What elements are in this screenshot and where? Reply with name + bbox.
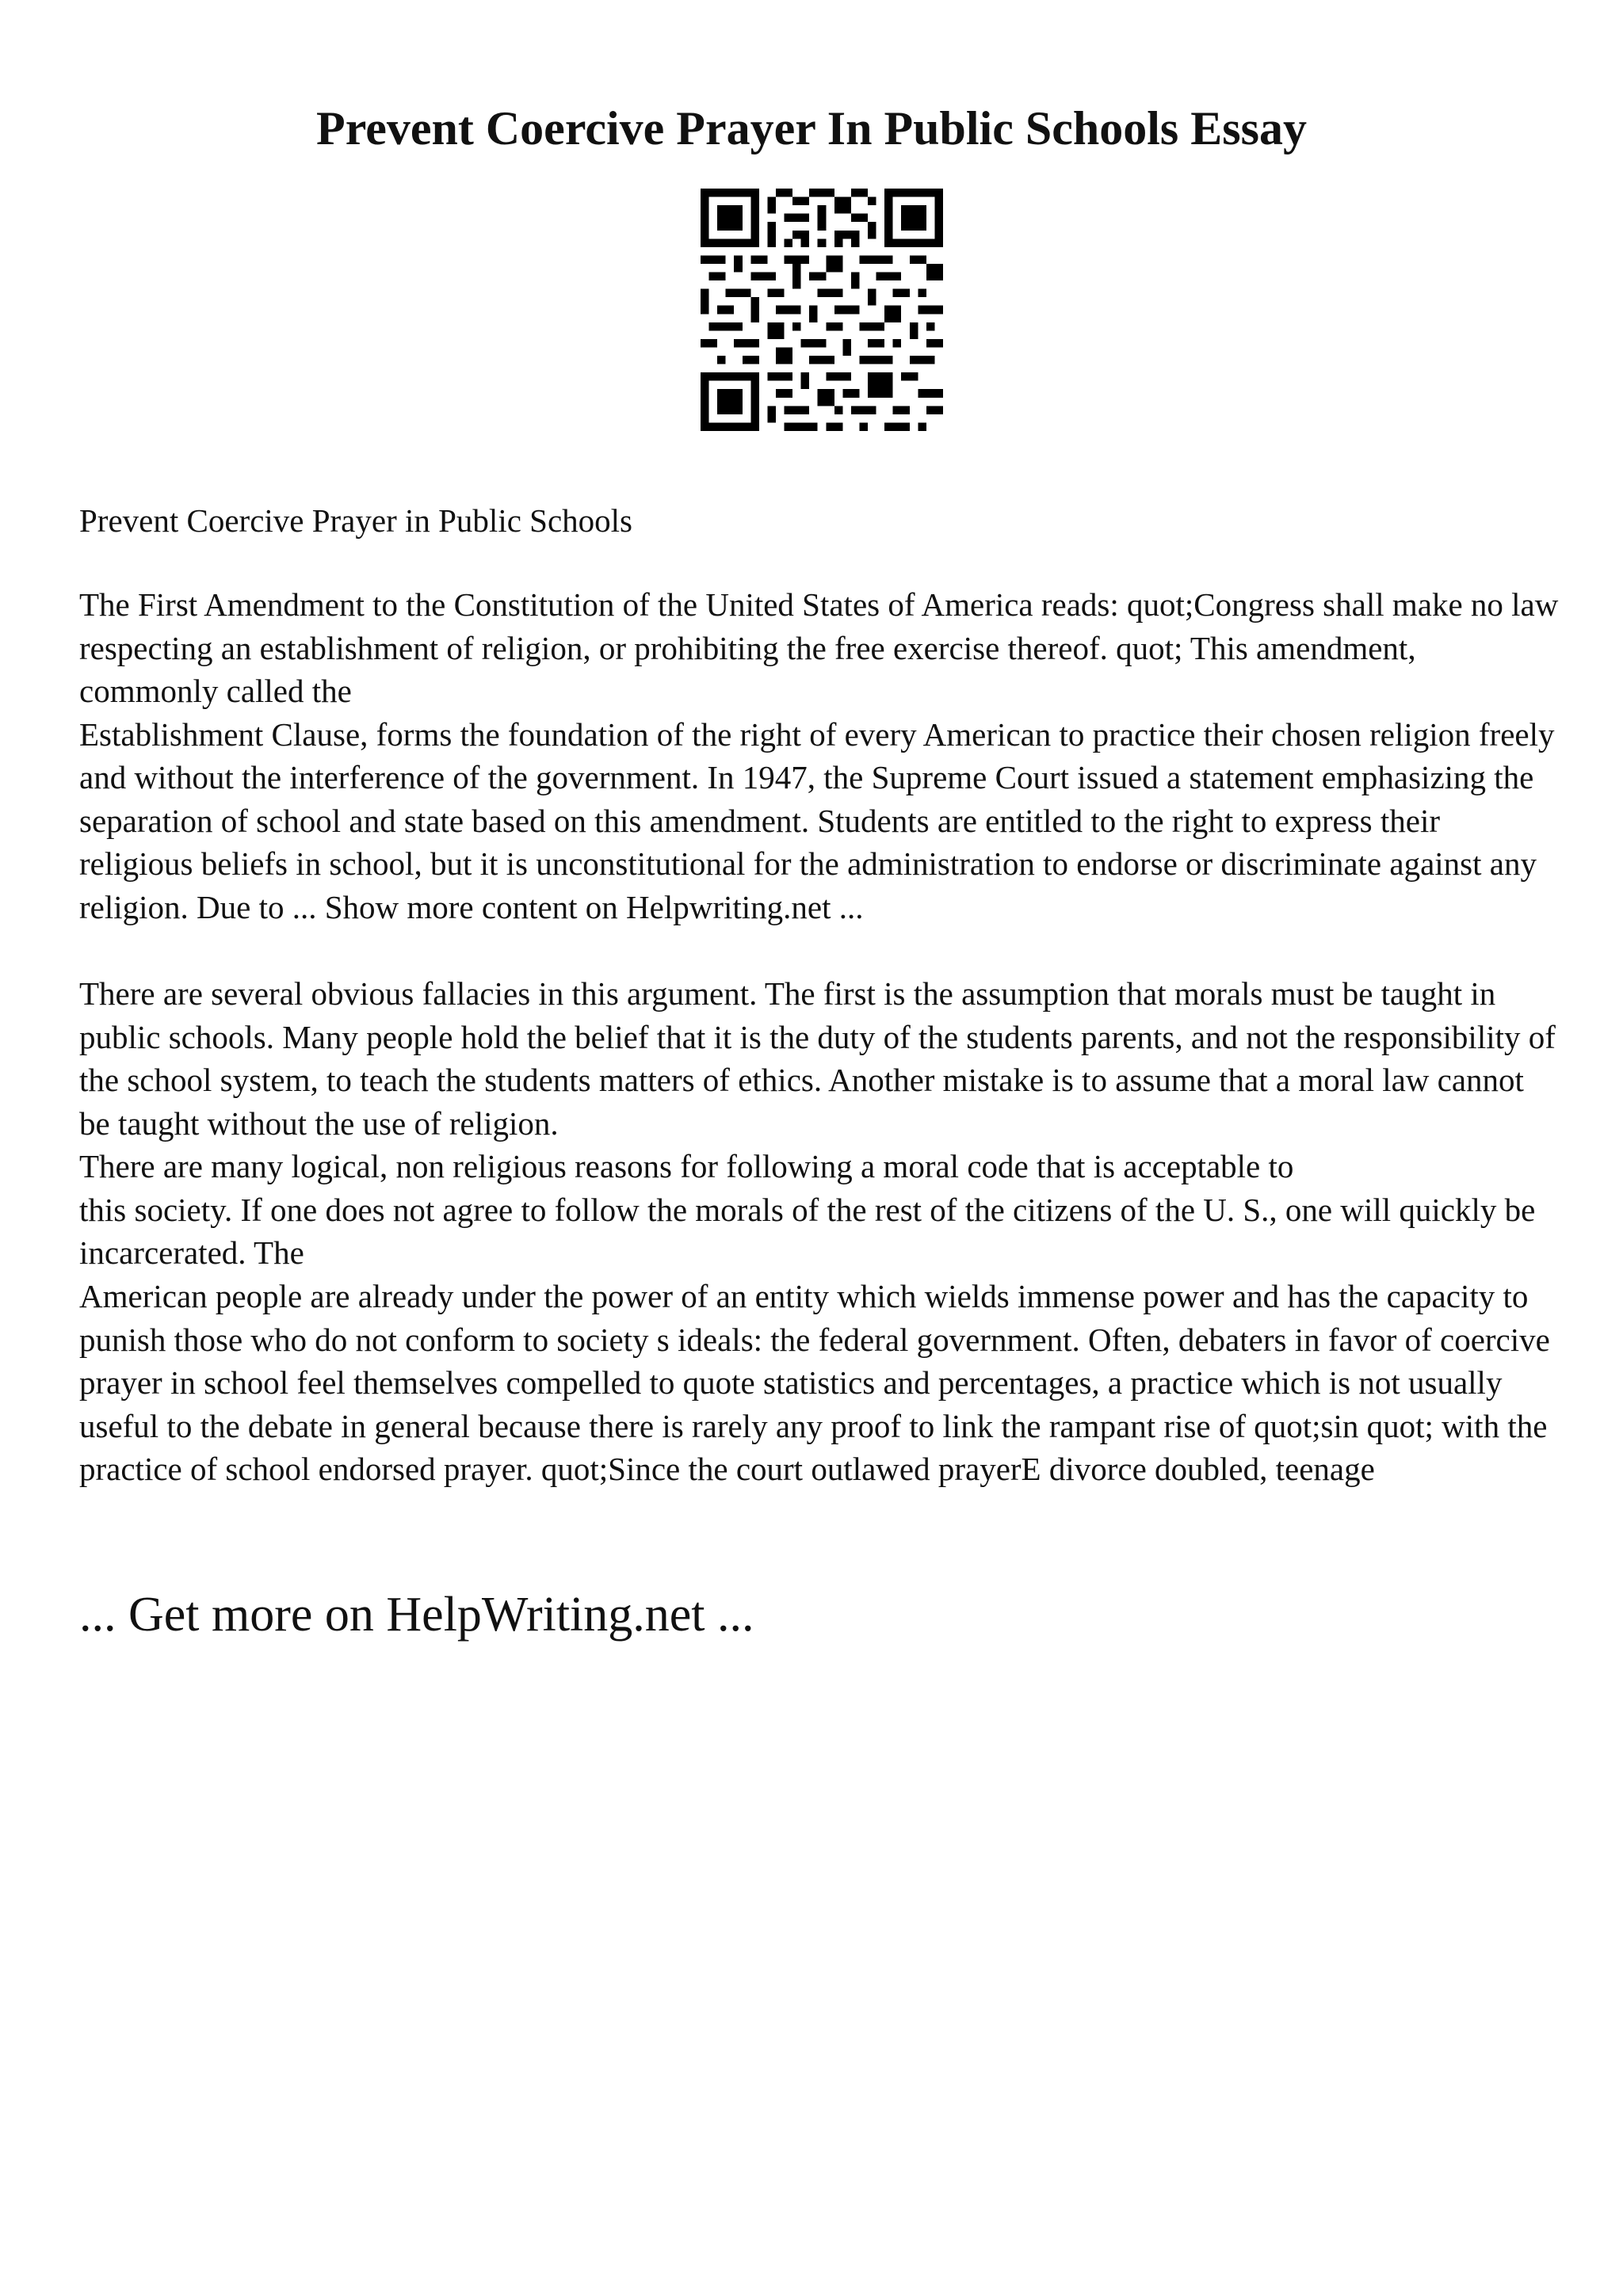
paragraph-3-text: There are many logical, non religious reasons for following a moral code that is acceptable to this society. If one does not agree to follow the morals of the rest of the citizens of the U. S., one will quickly be incarcerated. The	[79, 1148, 1536, 1271]
document-title: Prevent Coercive Prayer In Public Schools Essay	[316, 102, 1307, 154]
essay-paragraph	[79, 1275, 1561, 1491]
essay-paragraph	[79, 1145, 1561, 1275]
essay-subtitle: Prevent Coercive Prayer in Public Schools	[79, 502, 633, 539]
paragraph-1-text: The First Amendment to the Constitution of the United States of America reads: quot;Congress shall make no law respecting an establishment of religion, or prohibiting the free exercise thereof. quot; This amendment, commonly called the Establishment Clause, forms the foundation of the right of every American to practice their chosen religion freely and without the interference of the government. In 1947, the Supreme Court issued a statement emphasizing the separation of school and state based on this amendment. Students are entitled to the right to express their religious beliefs in school, but it is unconstitutional for the administration to endorse or discriminate against any religion. Due to ... Show more content on Helpwriting.net ...	[79, 586, 1559, 925]
essay-paragraph	[79, 972, 1561, 1145]
paragraph-4-text: American people are already under the power of an entity which wields immense power and has the capacity to punish those who do not conform to society s ideals: the federal government. Often, debaters in favor of coercive prayer in school feel themselves compelled to quote statistics and percentages, a practice which is not usually useful to the debate in general because there is rarely any proof to link the rampant rise of quot;sin quot; with the practice of school endorsed prayer. quot;Since the court outlawed prayerE divorce doubled, teenage	[79, 1278, 1550, 1487]
paragraph-2-text: There are several obvious fallacies in this argument. The first is the assumption that morals must be taught in public schools. Many people hold the belief that it is the duty of the students parents, and not the responsibility of the school system, to teach the students matters of ethics. Another mistake is to assume that a moral law cannot be taught without the use of religion.	[79, 975, 1556, 1142]
qr-code-graphic	[701, 189, 943, 431]
qr-code[interactable]	[701, 189, 943, 431]
essay-paragraph	[79, 583, 1561, 929]
get-more-link[interactable]: ... Get more on HelpWriting.net ...	[79, 1588, 754, 1642]
